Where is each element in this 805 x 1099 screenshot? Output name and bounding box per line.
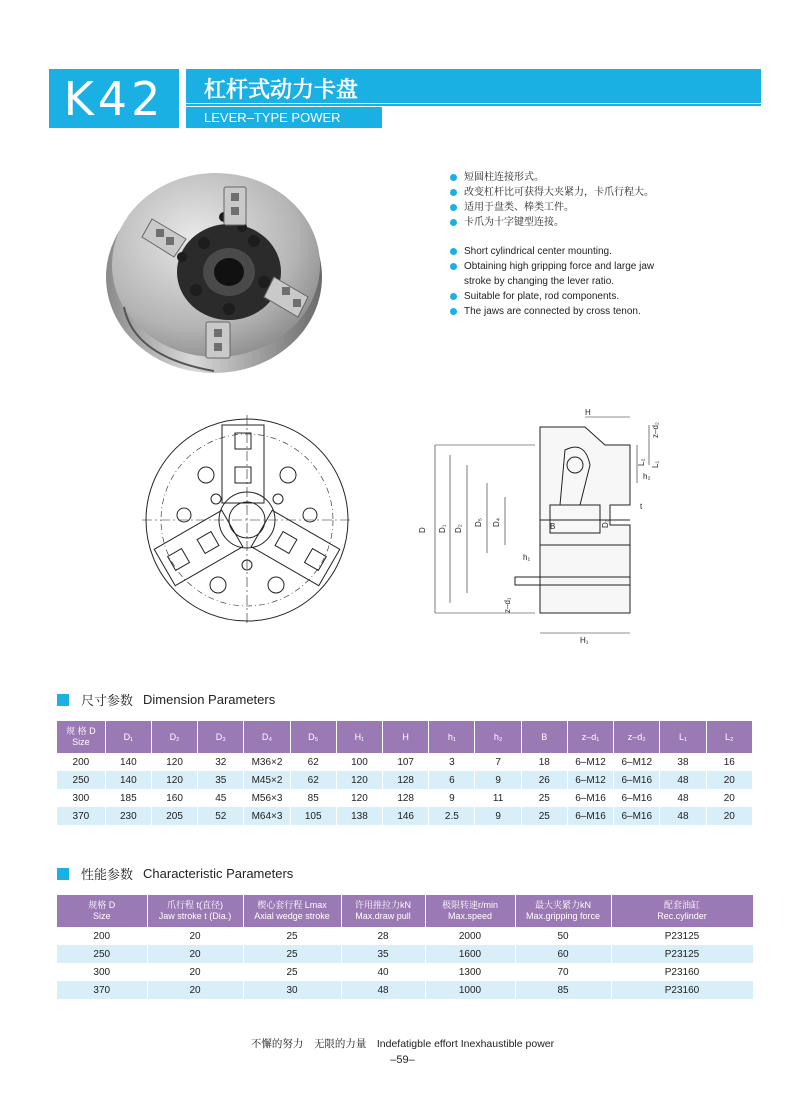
column-header: L₁ [660, 721, 706, 753]
characteristic-title-en: Characteristic Parameters [143, 866, 294, 881]
drawing-label-zd2: z–d₂ [651, 421, 660, 438]
feature-item: Short cylindrical center mounting. [450, 244, 654, 259]
drawing-label-l2: L₂ [637, 458, 646, 466]
table-cell: 20 [147, 963, 243, 981]
table-cell: 62 [290, 771, 336, 789]
table-cell: M56×3 [244, 789, 290, 807]
table-cell: 20 [147, 945, 243, 963]
table-cell: 48 [660, 771, 706, 789]
table-cell: 9 [475, 771, 521, 789]
table-row [57, 771, 753, 789]
table-cell: 25 [243, 945, 341, 963]
feature-list [450, 170, 654, 319]
table-cell: 6–M12 [614, 753, 660, 771]
dimension-section-title [57, 690, 275, 709]
table-cell: 250 [57, 771, 105, 789]
table-cell: 11 [475, 789, 521, 807]
column-header: 规格 D Size [57, 895, 147, 927]
table-row [57, 927, 753, 945]
drawing-label-zd1: z–d₁ [503, 597, 512, 613]
drawing-label-t: t [640, 502, 643, 511]
table-cell: 20 [706, 789, 752, 807]
table-cell: 6 [429, 771, 475, 789]
title-english: LEVER–TYPE POWER CHUCKS [186, 107, 382, 128]
table-cell: 3 [429, 753, 475, 771]
table-cell: 107 [383, 753, 429, 771]
table-cell: 120 [336, 789, 382, 807]
table-row [57, 789, 753, 807]
column-header: 配套油缸 Rec.cylinder [611, 895, 753, 927]
table-cell: 26 [521, 771, 567, 789]
drawing-label-b: B [550, 522, 556, 531]
column-header: H₁ [336, 721, 382, 753]
table-cell: M64×3 [244, 807, 290, 825]
table-cell: 38 [660, 753, 706, 771]
table-row [57, 807, 753, 825]
table-cell: 300 [57, 963, 147, 981]
table-cell: 85 [290, 789, 336, 807]
footer-slogan: 不懈的努力 无限的力量 Indefatigble effort Inexhaustible power [250, 1038, 555, 1050]
table-cell: 6–M12 [567, 753, 613, 771]
table-cell: 20 [706, 807, 752, 825]
section-marker [57, 694, 69, 706]
table-cell: 200 [57, 927, 147, 945]
table-cell: 140 [105, 771, 151, 789]
table-cell: 50 [515, 927, 611, 945]
table-cell: 48 [341, 981, 425, 999]
column-header: D₂ [151, 721, 197, 753]
title-chinese: 杠杆式动力卡盘 [204, 78, 359, 103]
table-cell: 35 [341, 945, 425, 963]
column-header: 爪行程 t(直径) Jaw stroke t (Dia.) [147, 895, 243, 927]
column-header: D₄ [244, 721, 290, 753]
feature-item: 适用于盘类、棒类工件。 [450, 200, 654, 215]
table-cell: 120 [151, 753, 197, 771]
table-cell: 20 [147, 927, 243, 945]
drawing-label-d: D [418, 527, 427, 533]
feature-item: The jaws are connected by cross tenon. [450, 304, 654, 319]
table-cell: 200 [57, 753, 105, 771]
table-row [57, 981, 753, 999]
table-cell: 230 [105, 807, 151, 825]
drawing-label-d1: D₁ [438, 524, 447, 533]
table-cell: 25 [243, 963, 341, 981]
feature-item: Obtaining high gripping force and large jaw [450, 259, 654, 274]
section-marker [57, 868, 69, 880]
feature-item-continued: stroke by changing the lever ratio. [464, 276, 615, 287]
column-header: D₁ [105, 721, 151, 753]
column-header: 许用推拉力kN Max.draw pull [341, 895, 425, 927]
table-cell: P23125 [611, 927, 753, 945]
drawing-label-h1: h₁ [523, 553, 531, 562]
column-header: 极限转速r/min Max.speed [425, 895, 515, 927]
table-row [57, 963, 753, 981]
table-cell: 7 [475, 753, 521, 771]
column-header: L₂ [706, 721, 752, 753]
table-cell: 1300 [425, 963, 515, 981]
table-cell: 70 [515, 963, 611, 981]
dimension-title-en: Dimension Parameters [143, 692, 276, 707]
table-cell: 9 [429, 789, 475, 807]
column-header: 最大夹紧力kN Max.gripping force [515, 895, 611, 927]
feature-list-english [450, 244, 654, 319]
table-cell: 140 [105, 753, 151, 771]
table-cell: 146 [383, 807, 429, 825]
column-header: z–d₂ [614, 721, 660, 753]
table-cell: 25 [521, 807, 567, 825]
table-cell: 1600 [425, 945, 515, 963]
column-header: B [521, 721, 567, 753]
drawing-label-h: H [585, 408, 591, 417]
table-cell: 20 [147, 981, 243, 999]
table-cell: 370 [57, 981, 147, 999]
table-row [57, 945, 753, 963]
characteristic-section-title [57, 864, 293, 883]
column-header: h₁ [429, 721, 475, 753]
table-cell: 52 [198, 807, 244, 825]
table-cell: 120 [151, 771, 197, 789]
table-cell: 45 [198, 789, 244, 807]
table-cell: 48 [660, 789, 706, 807]
table-cell: 6–M12 [567, 771, 613, 789]
table-cell: 128 [383, 789, 429, 807]
table-cell: 60 [515, 945, 611, 963]
table-cell: 120 [336, 771, 382, 789]
table-cell: 6–M16 [614, 807, 660, 825]
front-view-drawing [142, 415, 352, 625]
feature-item: Suitable for plate, rod components. [450, 289, 654, 304]
table-cell: 85 [515, 981, 611, 999]
table-cell: 138 [336, 807, 382, 825]
table-cell: 40 [341, 963, 425, 981]
table-cell: P23160 [611, 981, 753, 999]
table-cell: 20 [706, 771, 752, 789]
table-cell: 250 [57, 945, 147, 963]
table-cell: P23160 [611, 963, 753, 981]
dimension-title-zh: 尺寸参数 [81, 694, 134, 709]
feature-item: 短圆柱连接形式。 [450, 170, 654, 185]
dimension-table [57, 721, 753, 825]
table-cell: 185 [105, 789, 151, 807]
characteristic-table [57, 895, 754, 999]
feature-item: 卡爪为十字键型连接。 [450, 215, 654, 230]
table-cell: 6–M16 [614, 789, 660, 807]
table-cell: 6–M16 [614, 771, 660, 789]
feature-list-chinese [450, 170, 654, 230]
table-cell: 105 [290, 807, 336, 825]
table-cell: 25 [243, 927, 341, 945]
table-cell: 2000 [425, 927, 515, 945]
section-view-drawing [415, 405, 670, 655]
table-cell: 18 [521, 753, 567, 771]
table-cell: M45×2 [244, 771, 290, 789]
table-cell: 6–M16 [567, 807, 613, 825]
table-row [57, 753, 753, 771]
table-cell: 100 [336, 753, 382, 771]
table-cell: 48 [660, 807, 706, 825]
column-header: 楔心套行程 Lmax Axial wedge stroke [243, 895, 341, 927]
column-header: h₂ [475, 721, 521, 753]
table-cell: 25 [521, 789, 567, 807]
model-code: K42 [49, 69, 179, 128]
table-cell: 32 [198, 753, 244, 771]
table-cell: 30 [243, 981, 341, 999]
drawing-label-h1-caps: H₁ [580, 636, 589, 645]
drawing-label-d3: D₃ [601, 518, 610, 528]
table-cell: 1000 [425, 981, 515, 999]
table-cell: M36×2 [244, 753, 290, 771]
drawing-label-d2: D₂ [454, 524, 463, 533]
title-divider [186, 104, 761, 106]
table-cell: 2.5 [429, 807, 475, 825]
table-cell: 28 [341, 927, 425, 945]
column-header: D₃ [198, 721, 244, 753]
column-header: 规 格 D Size [57, 721, 105, 753]
table-cell: 35 [198, 771, 244, 789]
table-cell: 16 [706, 753, 752, 771]
table-cell: 160 [151, 789, 197, 807]
table-cell: 62 [290, 753, 336, 771]
drawing-label-d4: D₄ [492, 517, 501, 527]
table-cell: 9 [475, 807, 521, 825]
column-header: z–d₁ [567, 721, 613, 753]
table-cell: 300 [57, 789, 105, 807]
table-cell: 6–M16 [567, 789, 613, 807]
feature-item: 改变杠杆比可获得大夹紧力，卡爪行程大。 [450, 185, 654, 200]
chuck-photo [104, 157, 324, 375]
characteristic-title-zh: 性能参数 [81, 868, 134, 883]
table-cell: 370 [57, 807, 105, 825]
column-header: D₅ [290, 721, 336, 753]
column-header: H [383, 721, 429, 753]
table-cell: P23125 [611, 945, 753, 963]
drawing-label-l1: L₁ [651, 460, 660, 468]
drawing-label-h2: h₂ [643, 472, 651, 481]
page-number: –59– [390, 1054, 415, 1066]
table-cell: 128 [383, 771, 429, 789]
table-cell: 205 [151, 807, 197, 825]
drawing-label-d5: D₅ [474, 518, 483, 527]
